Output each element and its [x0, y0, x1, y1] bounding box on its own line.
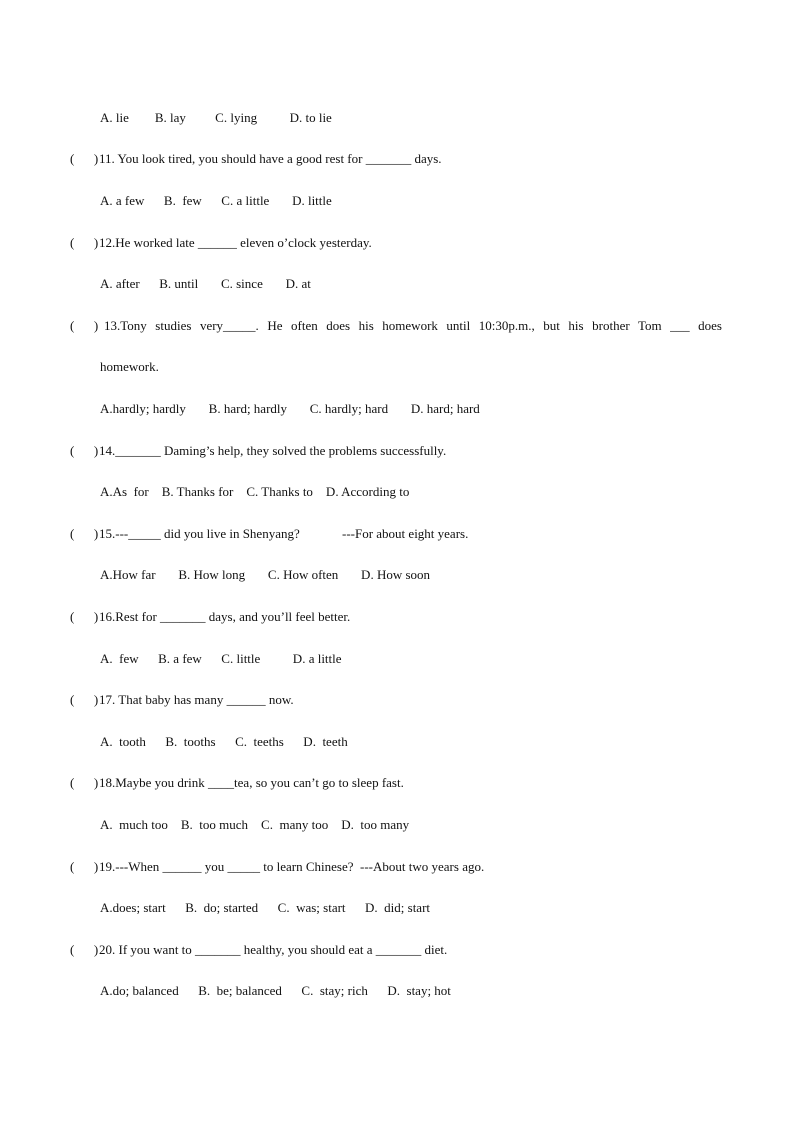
- options-item-10: A. lie B. lay C. lying D. to lie: [100, 110, 332, 125]
- question-11: 11. You look tired, you should have a good rest for _______ days.: [99, 151, 442, 166]
- options-item-17: A. tooth B. tooths C. teeths D. teeth: [100, 734, 348, 749]
- question-14: 14._______ Daming’s help, they solved the problems successfully.: [99, 443, 447, 458]
- options-item-11: A. a few B. few C. a little D. little: [100, 193, 332, 208]
- options-item-13: A.hardly; hardly B. hard; hardly C. hardly; hard D. hard; hard: [100, 401, 480, 416]
- answer-paren-11[interactable]: ( ): [70, 151, 99, 166]
- question-15: 15.---_____ did you live in Shenyang? ---For about eight years.: [99, 526, 469, 541]
- options-item-12: A. after B. until C. since D. at: [100, 276, 311, 291]
- answer-paren-19[interactable]: ( ): [70, 859, 99, 874]
- question-13: 13.Tony studies very_____. He often does his homework until 10:30p.m., but his brother Tom ___ does: [104, 318, 722, 333]
- answer-paren-20[interactable]: ( ): [70, 942, 99, 957]
- answer-paren-16[interactable]: ( ): [70, 609, 99, 624]
- answer-paren-13[interactable]: ( ): [70, 318, 99, 333]
- question-12: 12.He worked late ______ eleven o’clock yesterday.: [99, 235, 372, 250]
- answer-paren-18[interactable]: ( ): [70, 775, 99, 790]
- question-19: 19.---When ______ you _____ to learn Chinese? ---About two years ago.: [99, 859, 485, 874]
- answer-paren-15[interactable]: ( ): [70, 526, 99, 541]
- options-item-15: A.How far B. How long C. How often D. How soon: [100, 567, 431, 582]
- question-17: 17. That baby has many ______ now.: [99, 692, 294, 707]
- options-item-18: A. much too B. too much C. many too D. too many: [100, 817, 410, 832]
- options-item-16: A. few B. a few C. little D. a little: [100, 651, 342, 666]
- options-item-19: A.does; start B. do; started C. was; start D. did; start: [100, 900, 431, 915]
- options-item-20: A.do; balanced B. be; balanced C. stay; rich D. stay; hot: [100, 983, 451, 998]
- question-20: 20. If you want to _______ healthy, you should eat a _______ diet.: [99, 942, 448, 957]
- question-18: 18.Maybe you drink ____tea, so you can’t go to sleep fast.: [99, 775, 404, 790]
- question-13-continued: homework.: [100, 359, 159, 374]
- answer-paren-17[interactable]: ( ): [70, 692, 99, 707]
- answer-paren-14[interactable]: ( ): [70, 443, 99, 458]
- question-16: 16.Rest for _______ days, and you’ll feel better.: [99, 609, 351, 624]
- answer-paren-12[interactable]: ( ): [70, 235, 99, 250]
- options-item-14: A.As for B. Thanks for C. Thanks to D. According to: [100, 484, 410, 499]
